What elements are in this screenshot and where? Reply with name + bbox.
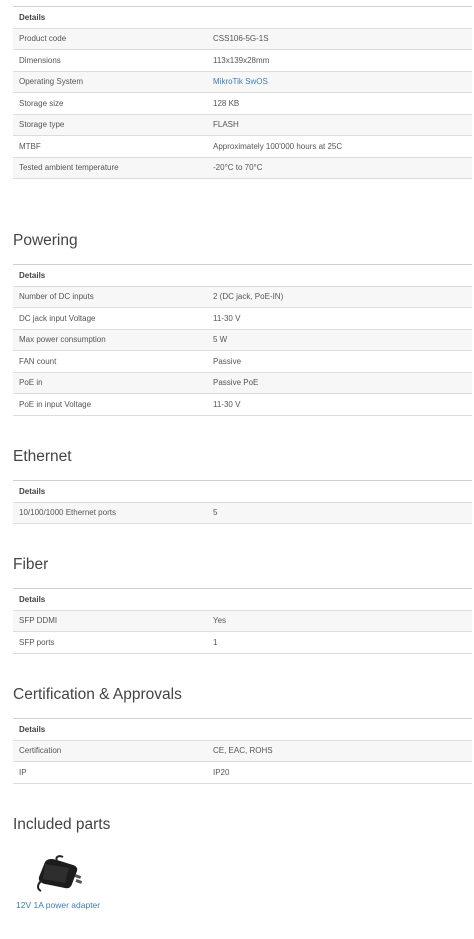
table-row — [13, 351, 472, 373]
row-value: Passive — [207, 351, 472, 373]
header-label: Details — [13, 589, 472, 611]
ethernet-table — [13, 480, 472, 524]
row-value: IP20 — [207, 762, 472, 784]
row-key: SFP DDMI — [13, 610, 207, 632]
row-value: Approximately 100'000 hours at 25C — [207, 136, 472, 158]
section-title-included-parts: Included parts — [13, 816, 111, 833]
row-key: Product code — [13, 28, 207, 50]
row-key: Max power consumption — [13, 329, 207, 351]
row-key: Dimensions — [13, 50, 207, 72]
section-title-certification: Certification & Approvals — [13, 686, 182, 703]
table-row — [13, 71, 472, 93]
table-header — [13, 7, 472, 29]
table-row — [13, 157, 472, 179]
section-title-powering: Powering — [13, 232, 78, 249]
row-key: PoE in input Voltage — [13, 394, 207, 416]
table-header — [13, 481, 472, 503]
row-key: FAN count — [13, 351, 207, 373]
section-title-ethernet: Ethernet — [13, 448, 72, 465]
row-value: 11-30 V — [207, 308, 472, 330]
row-key: 10/100/1000 Ethernet ports — [13, 502, 207, 524]
header-label: Details — [13, 265, 472, 287]
table-row — [13, 50, 472, 72]
table-row — [13, 502, 472, 524]
table-row — [13, 632, 472, 654]
row-value: CE, EAC, ROHS — [207, 740, 472, 762]
row-key: Tested ambient temperature — [13, 157, 207, 179]
table-header — [13, 589, 472, 611]
row-value: -20°C to 70°C — [207, 157, 472, 179]
fiber-table — [13, 588, 472, 654]
table-row — [13, 762, 472, 784]
power-adapter-link[interactable]: 12V 1A power adapter — [16, 900, 101, 910]
row-key: Number of DC inputs — [13, 286, 207, 308]
row-key: Storage size — [13, 93, 207, 115]
table-row — [13, 28, 472, 50]
table-row — [13, 372, 472, 394]
row-key: MTBF — [13, 136, 207, 158]
table-header — [13, 265, 472, 287]
row-key: Operating System — [13, 71, 207, 93]
table-row — [13, 114, 472, 136]
row-key: PoE in — [13, 372, 207, 394]
row-value: 2 (DC jack, PoE-IN) — [207, 286, 472, 308]
certification-table — [13, 718, 472, 784]
row-value: 113x139x28mm — [207, 50, 472, 72]
row-value: Passive PoE — [207, 372, 472, 394]
included-part-item[interactable] — [13, 855, 123, 910]
table-row — [13, 394, 472, 416]
section-title-fiber: Fiber — [13, 556, 49, 573]
powering-table — [13, 264, 472, 416]
spec-table — [13, 6, 472, 179]
row-value: 5 W — [207, 329, 472, 351]
row-value: 1 — [207, 632, 472, 654]
os-link[interactable]: MikroTik SwOS — [213, 77, 268, 87]
header-label: Details — [13, 7, 472, 29]
row-value: 11-30 V — [207, 394, 472, 416]
table-row — [13, 308, 472, 330]
row-key: Certification — [13, 740, 207, 762]
row-key: IP — [13, 762, 207, 784]
header-label: Details — [13, 719, 472, 741]
row-value: FLASH — [207, 114, 472, 136]
table-header — [13, 719, 472, 741]
row-key: DC jack input Voltage — [13, 308, 207, 330]
table-row — [13, 286, 472, 308]
row-value: 5 — [207, 502, 472, 524]
row-value: CSS106-5G-1S — [207, 28, 472, 50]
row-value: Yes — [207, 610, 472, 632]
row-key: Storage type — [13, 114, 207, 136]
table-row — [13, 136, 472, 158]
power-adapter-icon[interactable] — [35, 855, 87, 893]
row-key: SFP ports — [13, 632, 207, 654]
table-row — [13, 93, 472, 115]
row-value: 128 KB — [207, 93, 472, 115]
table-row — [13, 740, 472, 762]
header-label: Details — [13, 481, 472, 503]
table-row — [13, 329, 472, 351]
table-row — [13, 610, 472, 632]
